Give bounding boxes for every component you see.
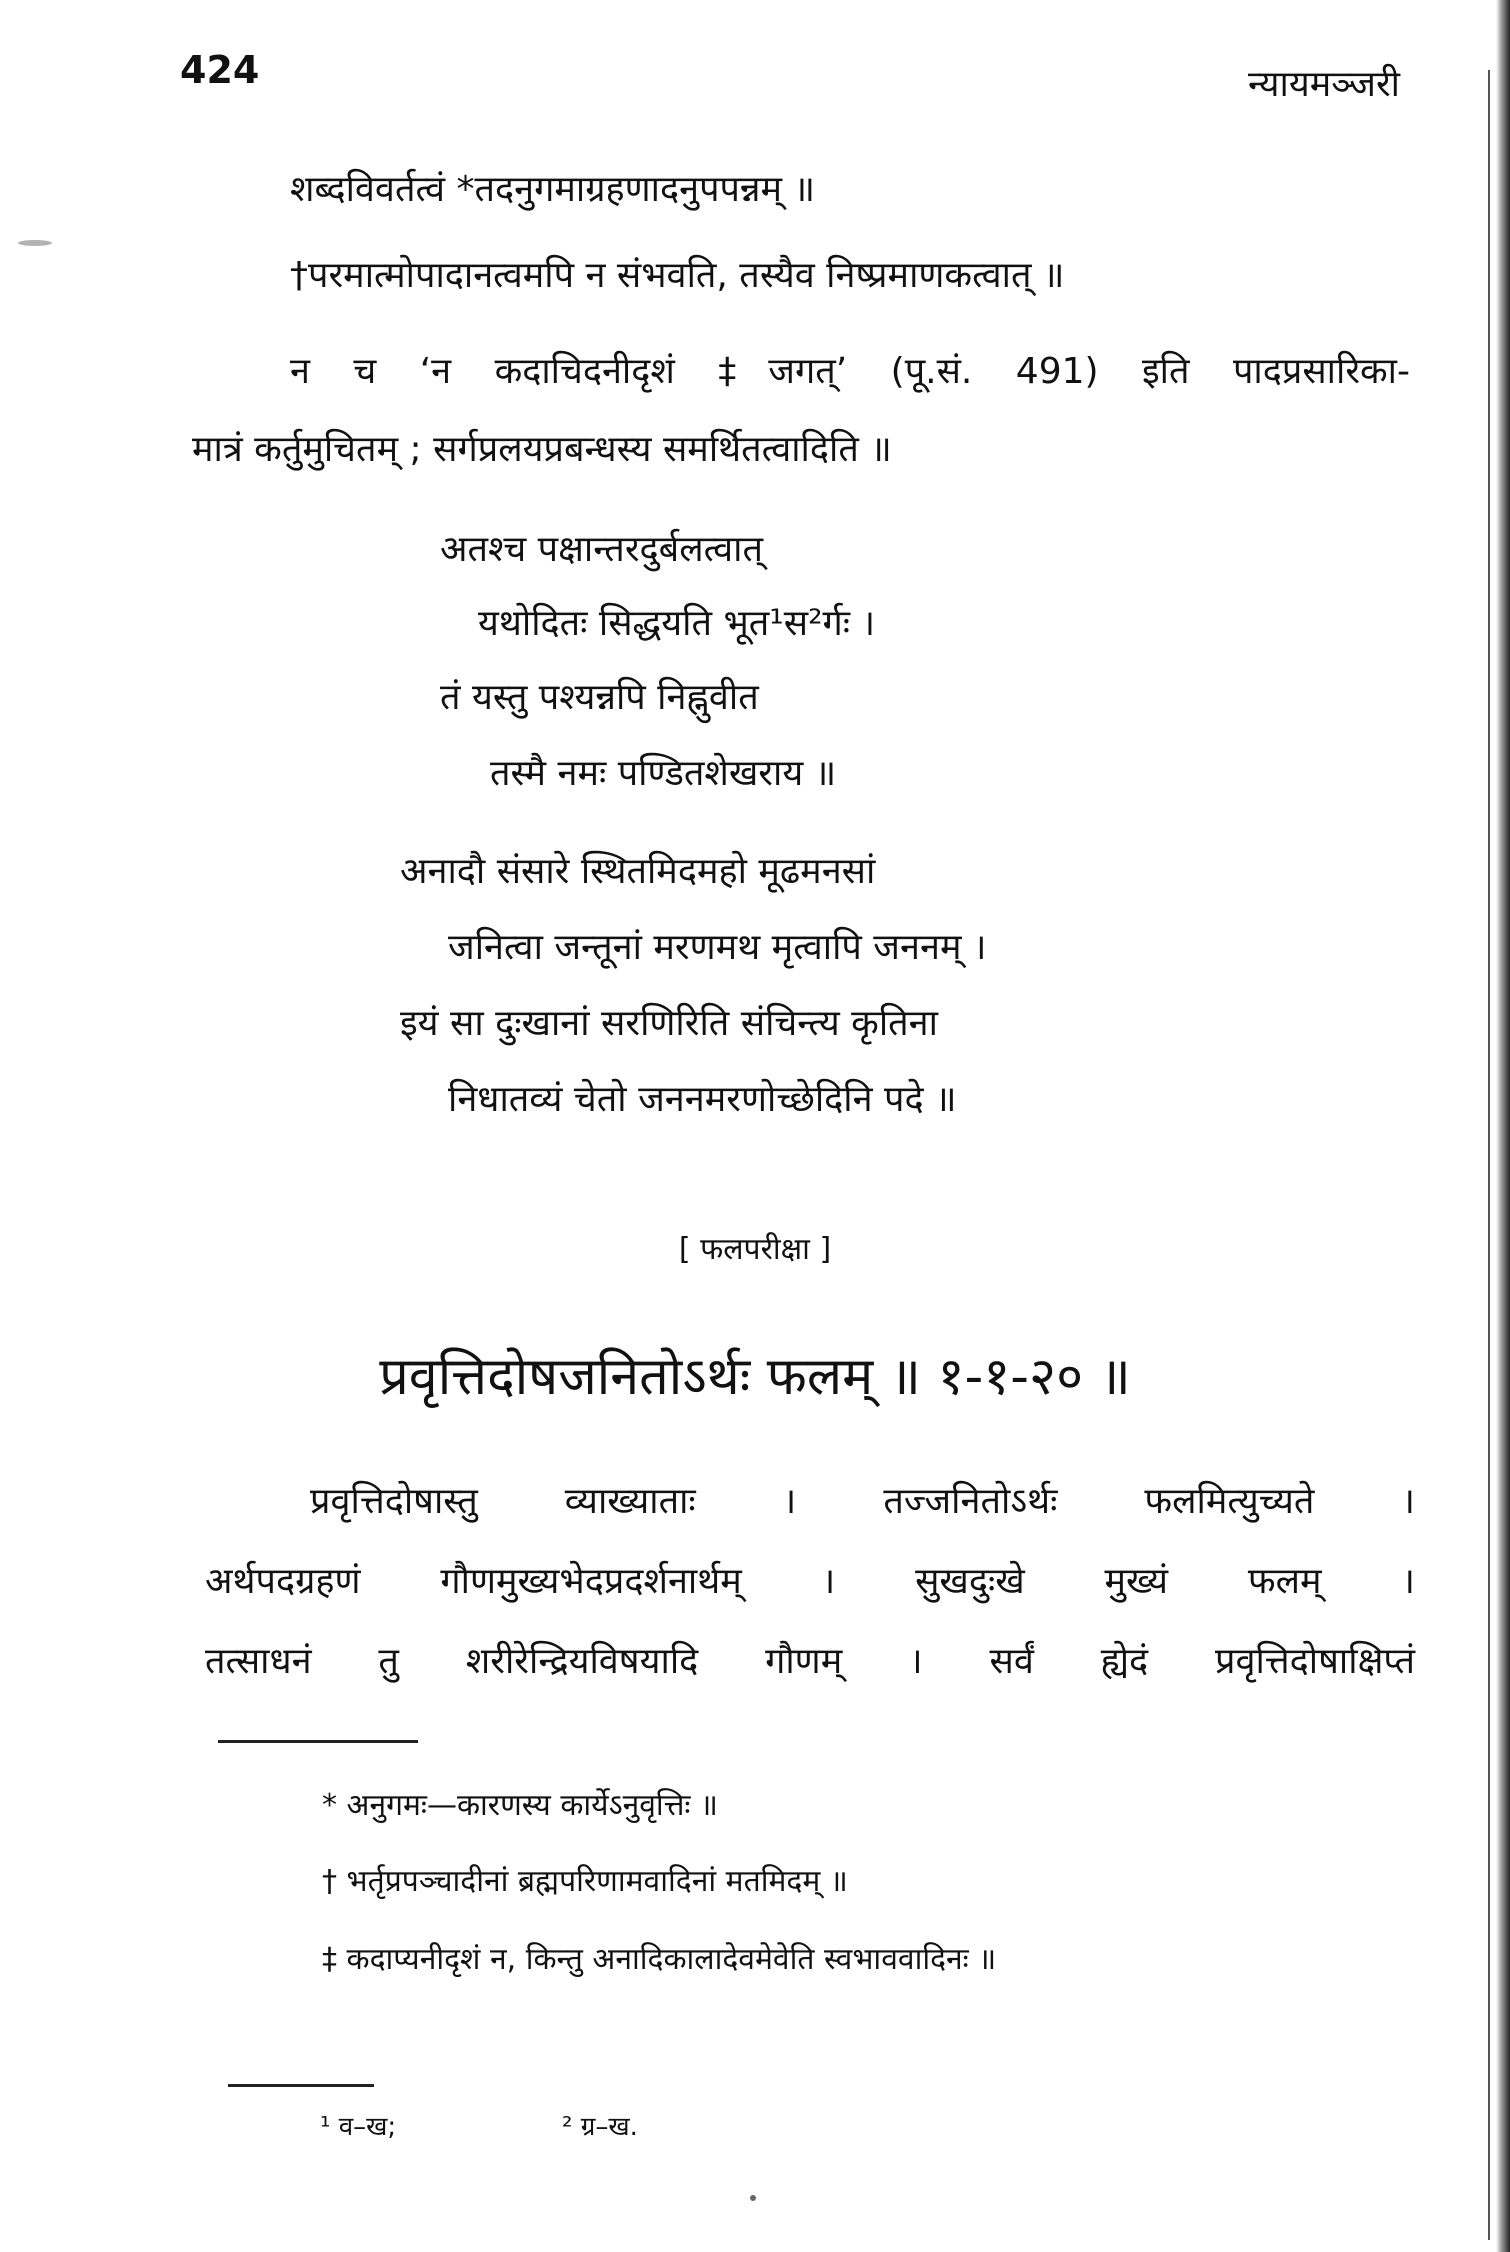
scan-speck bbox=[750, 2195, 756, 2201]
page-edge-shadow bbox=[1496, 0, 1510, 2252]
verse-1-line-1: अतश्च पक्षान्तरदुर्बलत्वात् bbox=[440, 529, 764, 570]
variant-separator bbox=[228, 2084, 374, 2087]
paragraph-line-3: न च ‘न कदाचिदनीदृशं ‡जगत्’ (पू.सं. 491) इति पादप्रसारिका- bbox=[290, 351, 1410, 392]
section-heading: [ फलपरीक्षा ] bbox=[678, 1232, 832, 1267]
page-number: 424 bbox=[180, 48, 260, 92]
commentary-line-1: प्रवृत्तिदोषास्तु व्याख्याताः । तज्जनितोऽर्थः फलमित्युच्यते । bbox=[310, 1481, 1415, 1522]
scan-speck bbox=[18, 240, 52, 246]
sutra-line: प्रवृत्तिदोषजनितोऽर्थः फलम् ॥ १-१-२० ॥ bbox=[379, 1347, 1131, 1407]
page-edge-line bbox=[1488, 70, 1490, 2240]
variant-reading-2: ² ग्र–ख. bbox=[562, 2112, 638, 2142]
verse-2-line-4: निधातव्यं चेतो जननमरणोच्छेदिनि पदे ॥ bbox=[448, 1079, 957, 1120]
footnote-2: † भर्तृप्रपञ्चादीनां ब्रह्मपरिणामवादिनां मतमिदम् ॥ bbox=[322, 1864, 848, 1899]
commentary-line-2: अर्थपदग्रहणं गौणमुख्यभेदप्रदर्शनार्थम् । सुखदुःखे मुख्यं फलम् । bbox=[205, 1561, 1415, 1602]
verse-1-line-3: तं यस्तु पश्यन्नपि निह्नुवीत bbox=[440, 677, 759, 718]
footnote-separator bbox=[218, 1740, 418, 1743]
verse-1-line-2: यथोदितः सिद्धयति भूत¹स²र्गः । bbox=[478, 603, 876, 644]
variant-reading-1: ¹ व–ख; bbox=[320, 2112, 397, 2142]
verse-2-line-2: जनित्वा जन्तूनां मरणमथ मृत्वापि जननम् । bbox=[448, 927, 987, 968]
commentary-line-3: तत्साधनं तु शरीरेन्द्रियविषयादि गौणम् । सर्वं ह्येदं प्रवृत्तिदोषाक्षिप्तं bbox=[205, 1641, 1415, 1682]
paragraph-line-4: मात्रं कर्तुमुचितम् ; सर्गप्रलयप्रबन्धस्य समर्थितत्वादिति ॥ bbox=[192, 429, 892, 470]
verse-1-line-4: तस्मै नमः पण्डितशेखराय ॥ bbox=[490, 753, 837, 794]
paragraph-line-2: †परमात्मोपादानत्वमपि न संभवति, तस्यैव निष्प्रमाणकत्वात् ॥ bbox=[290, 255, 1065, 296]
paragraph-line-1: शब्दविवर्तत्वं *तदनुगमाग्रहणादनुपपन्नम् ॥ bbox=[290, 169, 816, 210]
running-title: न्यायमञ्जरी bbox=[1248, 64, 1400, 105]
footnote-3: ‡ कदाप्यनीदृशं न, किन्तु अनादिकालादेवमेवेति स्वभाववादिनः ॥ bbox=[322, 1942, 997, 1977]
verse-2-line-3: इयं सा दुःखानां सरणिरिति संचिन्त्य कृतिना bbox=[400, 1003, 938, 1044]
verse-2-line-1: अनादौ संसारे स्थितमिदमहो मूढमनसां bbox=[400, 851, 876, 892]
footnote-1: * अनुगमः—कारणस्य कार्येऽनुवृत्तिः ॥ bbox=[322, 1788, 718, 1823]
